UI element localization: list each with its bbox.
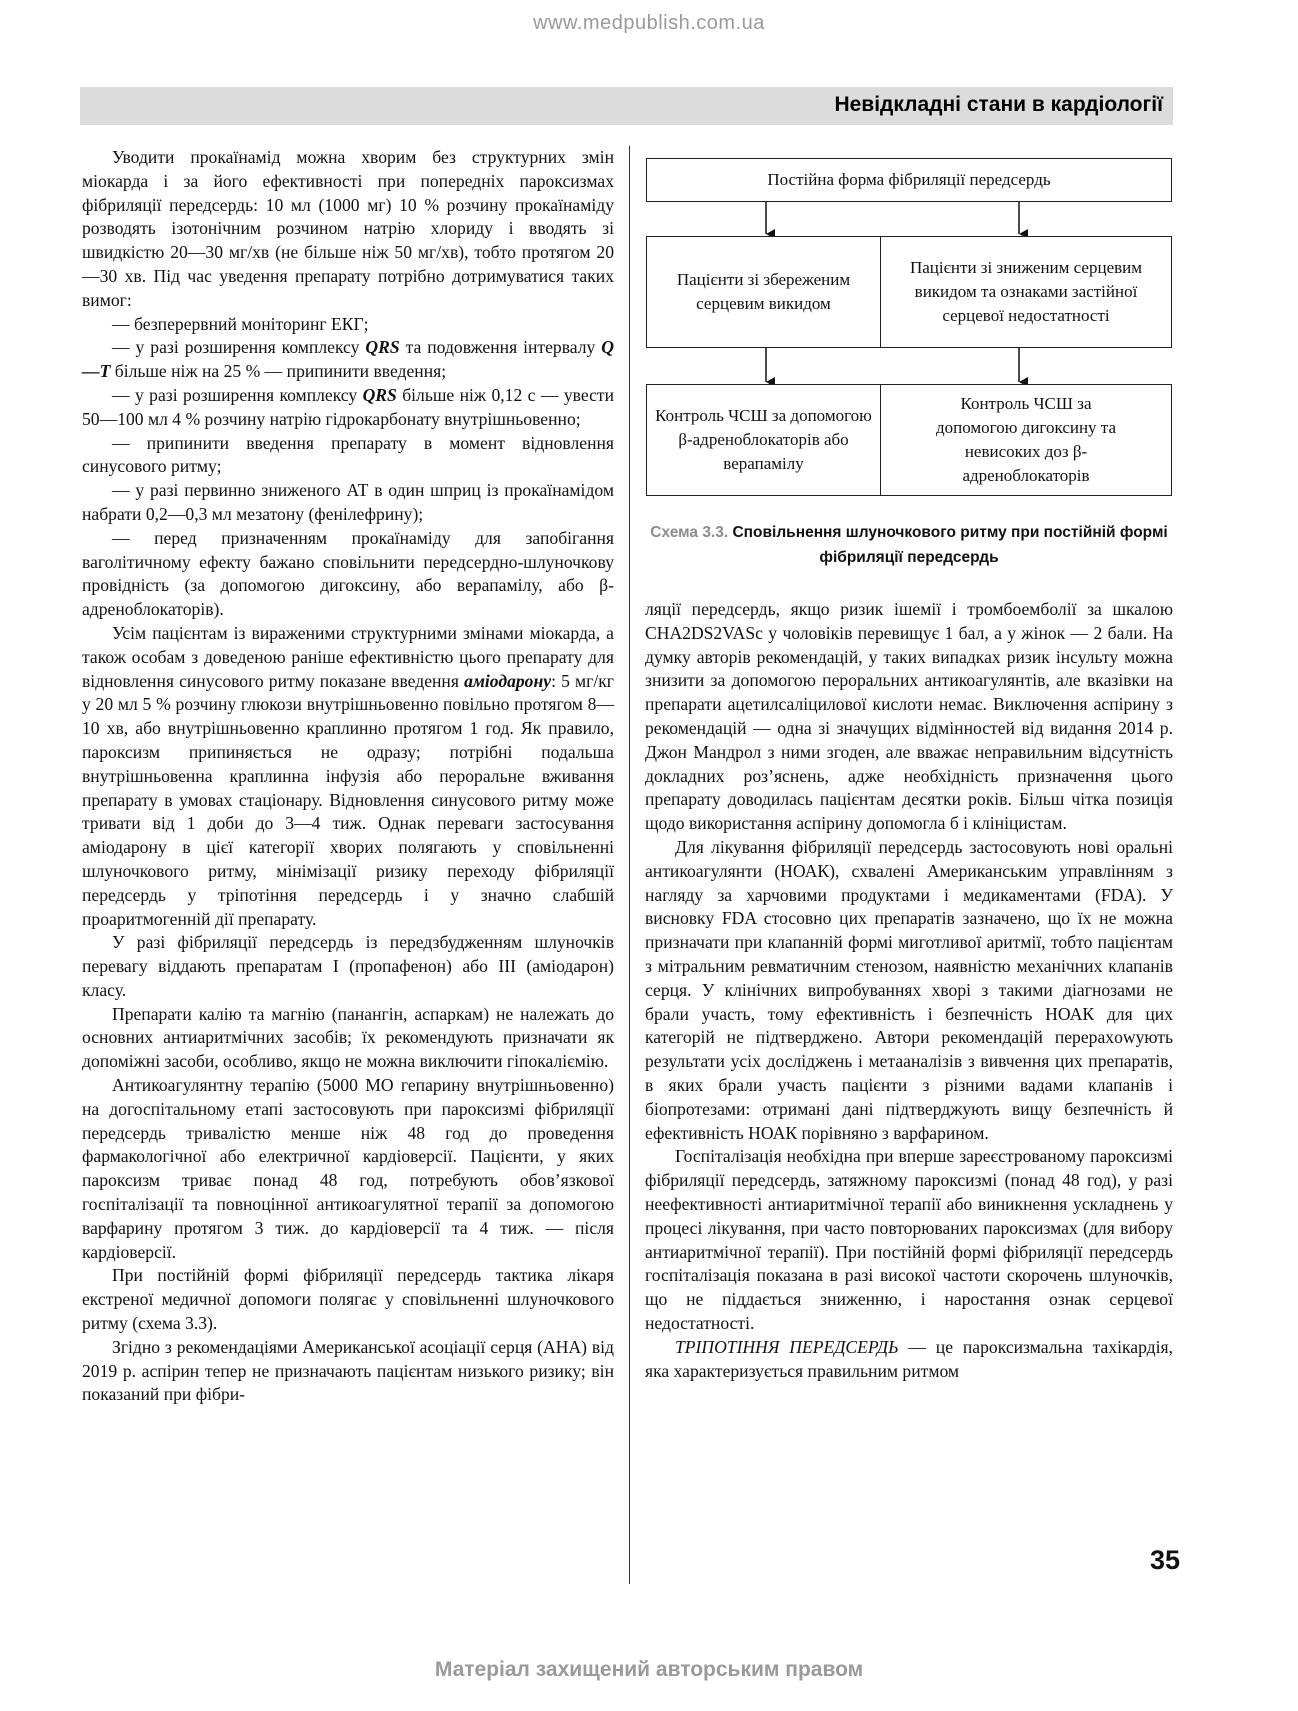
list-item: — у разі первинно зниженого АТ в один шприц із прокаїнамідом набрати 0,2—0,3 мл мезатону (фенілефрину);	[82, 480, 614, 524]
scheme-diagram	[646, 158, 1172, 528]
list-item: — безперервний моніторинг ЕКГ;	[112, 313, 369, 334]
left-column	[82, 146, 614, 1407]
paragraph: У разі фібриляції передсердь із передзбудженням шлуночків перевагу віддають препаратам І (пропафенон) або III (аміодарон) класу.	[82, 932, 614, 1000]
paragraph: Згідно з рекомендаціями Американської асоціації серця (AHA) від 2019 р. аспірин тепер не призначають пацієнтам низького ризику; він показаний при фібри-	[82, 1336, 614, 1405]
list-item: — припинити введення препарату в момент відновлення синусового ритму;	[82, 432, 614, 477]
scheme-box-preserved-output: Пацієнти зі збереженим серцевим викидом	[646, 236, 881, 348]
paragraph: Препарати калію та магнію (панангін, аспаркам) не належать до основних антиаритмічних засобів; їх рекомендують призначати як допоміжні засоби, особливо, якщо не можна виключити гіпокаліємію.	[82, 1003, 614, 1072]
paragraph: ляції передсердь, якщо ризик ішемії і тромбоемболії за шкалою CHA2DS2VASc у чоловіків перевищує 1 бал, а у жінок — 2 бали. На думку авторів рекомендацій, у таких випадках ризик інсульту можна знизити за допомогою пероральних антикоагулянтів, але вказівки на препарати ацетилсаліцилової кислоти немає. Виключення аспірину з рекомендацій — одна зі значущих відмінностей від видання 2014 р. Джон Мандрол з ними згоден, але вважає неправильним відсутність докладних роз’яснень, адже необхідність призначення цього препарату доводилась пацієнтам десятки років. Більш чітка позиція щодо використання аспірину допомогла б і клініцистам.	[645, 599, 1173, 834]
scheme-box-top: Постійна форма фібриляції передсердь	[646, 158, 1172, 202]
watermark-top: www.medpublish.com.ua	[533, 12, 765, 34]
paragraph: Для лікування фібриляції передсердь застосовують нові оральні антикоагулянти (НОАК), схвалені Американським управлінням з нагляду за харчовими продуктами і медикаментами (FDA). У висновку FDA стосовно цих препаратів зазначено, що їх не можна призначати при клапанній формі миготливої аритмії, тобто пацієнтам з мітральним ревматичним стенозом, наявністю механічних клапанів серця. У клінічних випробуваннях хворі з такими діагнозами не брали участь, тому ефективність і безпечність НОАК для цих категорій не підтверджено. Автори рекомендацій перерахowують результати усіх досліджень і метааналізів з вивчення цих препаратів, в яких брали участь пацієнти з різними вадами клапанів і біопротезами: отримані дані підтверджують вищу безпечність й ефективність НОАК порівняно з варфарином.	[645, 836, 1173, 1143]
paragraph: Уводити прокаїнамід можна хворим без структурних змін міокарда і за його ефективності при попередніх пароксизмах фібриляції передсердь: 10 мл (1000 мг) 10 % розчину прокаїнаміду розводять ізотонічним розчином натрію хлориду і вводять зі швидкістю 20—30 мг/хв (не більше ніж 50 мг/хв), тобто протягом 20—30 хв. Під час уведення препарату потрібно дотримуватися таких вимог:	[82, 147, 614, 310]
paragraph: ТРІПОТІННЯ ПЕРЕДСЕРДЬ — це пароксизмальна тахікардія, яка характеризується правильним ритмом	[645, 1336, 1173, 1381]
page-number: 35	[1149, 1545, 1180, 1575]
paragraph: При постійній формі фібриляції передсердь тактика лікаря екстреної медичної допомоги полягає у сповільненні шлуночкового ритму (схема 3.3).	[82, 1265, 614, 1334]
running-header-title: Невідкладні стани в кардіології	[834, 93, 1163, 116]
list-item: — у разі розширення комплексу QRS більше ніж 0,12 с — увести 50—100 мл 4 % розчину натрію гідрокарбонату внутрішньовенно;	[82, 384, 614, 429]
scheme-caption-text: Сповільнення шлуночкового ритму при постійній формі фібриляції передсердь	[728, 524, 1168, 566]
scheme-caption	[646, 520, 1172, 570]
paragraph: Усім пацієнтам із вираженими структурними змінами міокарда, а також особам з доведеною раніше ефективністю цього препарату для відновлення синусового ритму показане введення аміодарону: 5 мг/кг у 20 мл 5 % розчину глюкози внутрішньовенно повільно протягом 8—10 хв, або внутрішньовенно краплинно протягом 1 год. Як правило, пароксизм припиняється не одразу; потрібні подальша внутрішньовенна краплинна інфузія або пероральне вживання препарату в умовах стаціонару. Відновлення синусового ритму може тривати від 1 доби до 3—4 тиж. Однак переваги застосування аміодарону в цієї категорії хворих полягають у сповільненні шлуночкового ритму, мінімізації ризику переходу фібриляції передсердь у тріпотіння передсердь і у значно слабшій проаритмогенній дії препарату.	[82, 622, 614, 929]
scheme-caption-label: Схема 3.3.	[650, 524, 729, 541]
scheme-box-reduced-output: Пацієнти зі зниженим серцевим викидом та ознаками застійної серцевої недостатності	[880, 236, 1172, 348]
scheme-box-control-beta-blockers: Контроль ЧСШ за допомогою β-адреноблокаторів або верапамілу	[646, 384, 881, 496]
paragraph: Антикоагулянтну терапію (5000 МО гепарину внутрішньовенно) на догоспітальному етапі застосовують при пароксизмі фібриляції передсердь тривалістю менше ніж 48 год до проведення фармакологічної або електричної кардіоверсії. Пацієнти, у яких пароксизм триває понад 48 год, потребують обов’язкової госпіталізації та повноцінної антикоагулятної терапії за допомогою варфарину протягом 3 тиж. до кардіоверсії та 4 тиж. — після кардіоверсії.	[82, 1075, 614, 1262]
scheme-box-control-digoxin: Контроль ЧСШ за допомогою дигоксину та невисоких доз β-адреноблокаторів	[880, 384, 1172, 496]
right-column	[645, 598, 1173, 1383]
paragraph: Госпіталізація необхідна при вперше зареєстрованому пароксизмі фібриляції передсердь, затяжному пароксизмі (понад 48 год), у разі неефективності антиаритмічної терапії або виникнення ускладнень у процесі лікування, при часто повторюваних пароксизмах (для вибору антиаритмічної терапії). При постійній формі фібриляції передсердь госпіталізація показана в разі високої частоти скорочень шлуночків, що не піддається зниженню, і наростання ознак серцевої недостатності.	[645, 1146, 1173, 1333]
list-item: — перед призначенням прокаїнаміду для запобігання ваголітичному ефекту бажано сповільнити передсердно-шлуночкову провідність (за допомогою дигоксину, або верапамілу, або β-адреноблокаторів).	[82, 527, 614, 620]
running-header	[80, 87, 1173, 125]
list-item: — у разі розширення комплексу QRS та подовження інтервалу Q—T більше ніж на 25 % — припинити введення;	[82, 337, 614, 382]
column-divider	[629, 146, 630, 1584]
watermark-bottom: Матеріал захищений авторським правом	[434, 1658, 864, 1681]
